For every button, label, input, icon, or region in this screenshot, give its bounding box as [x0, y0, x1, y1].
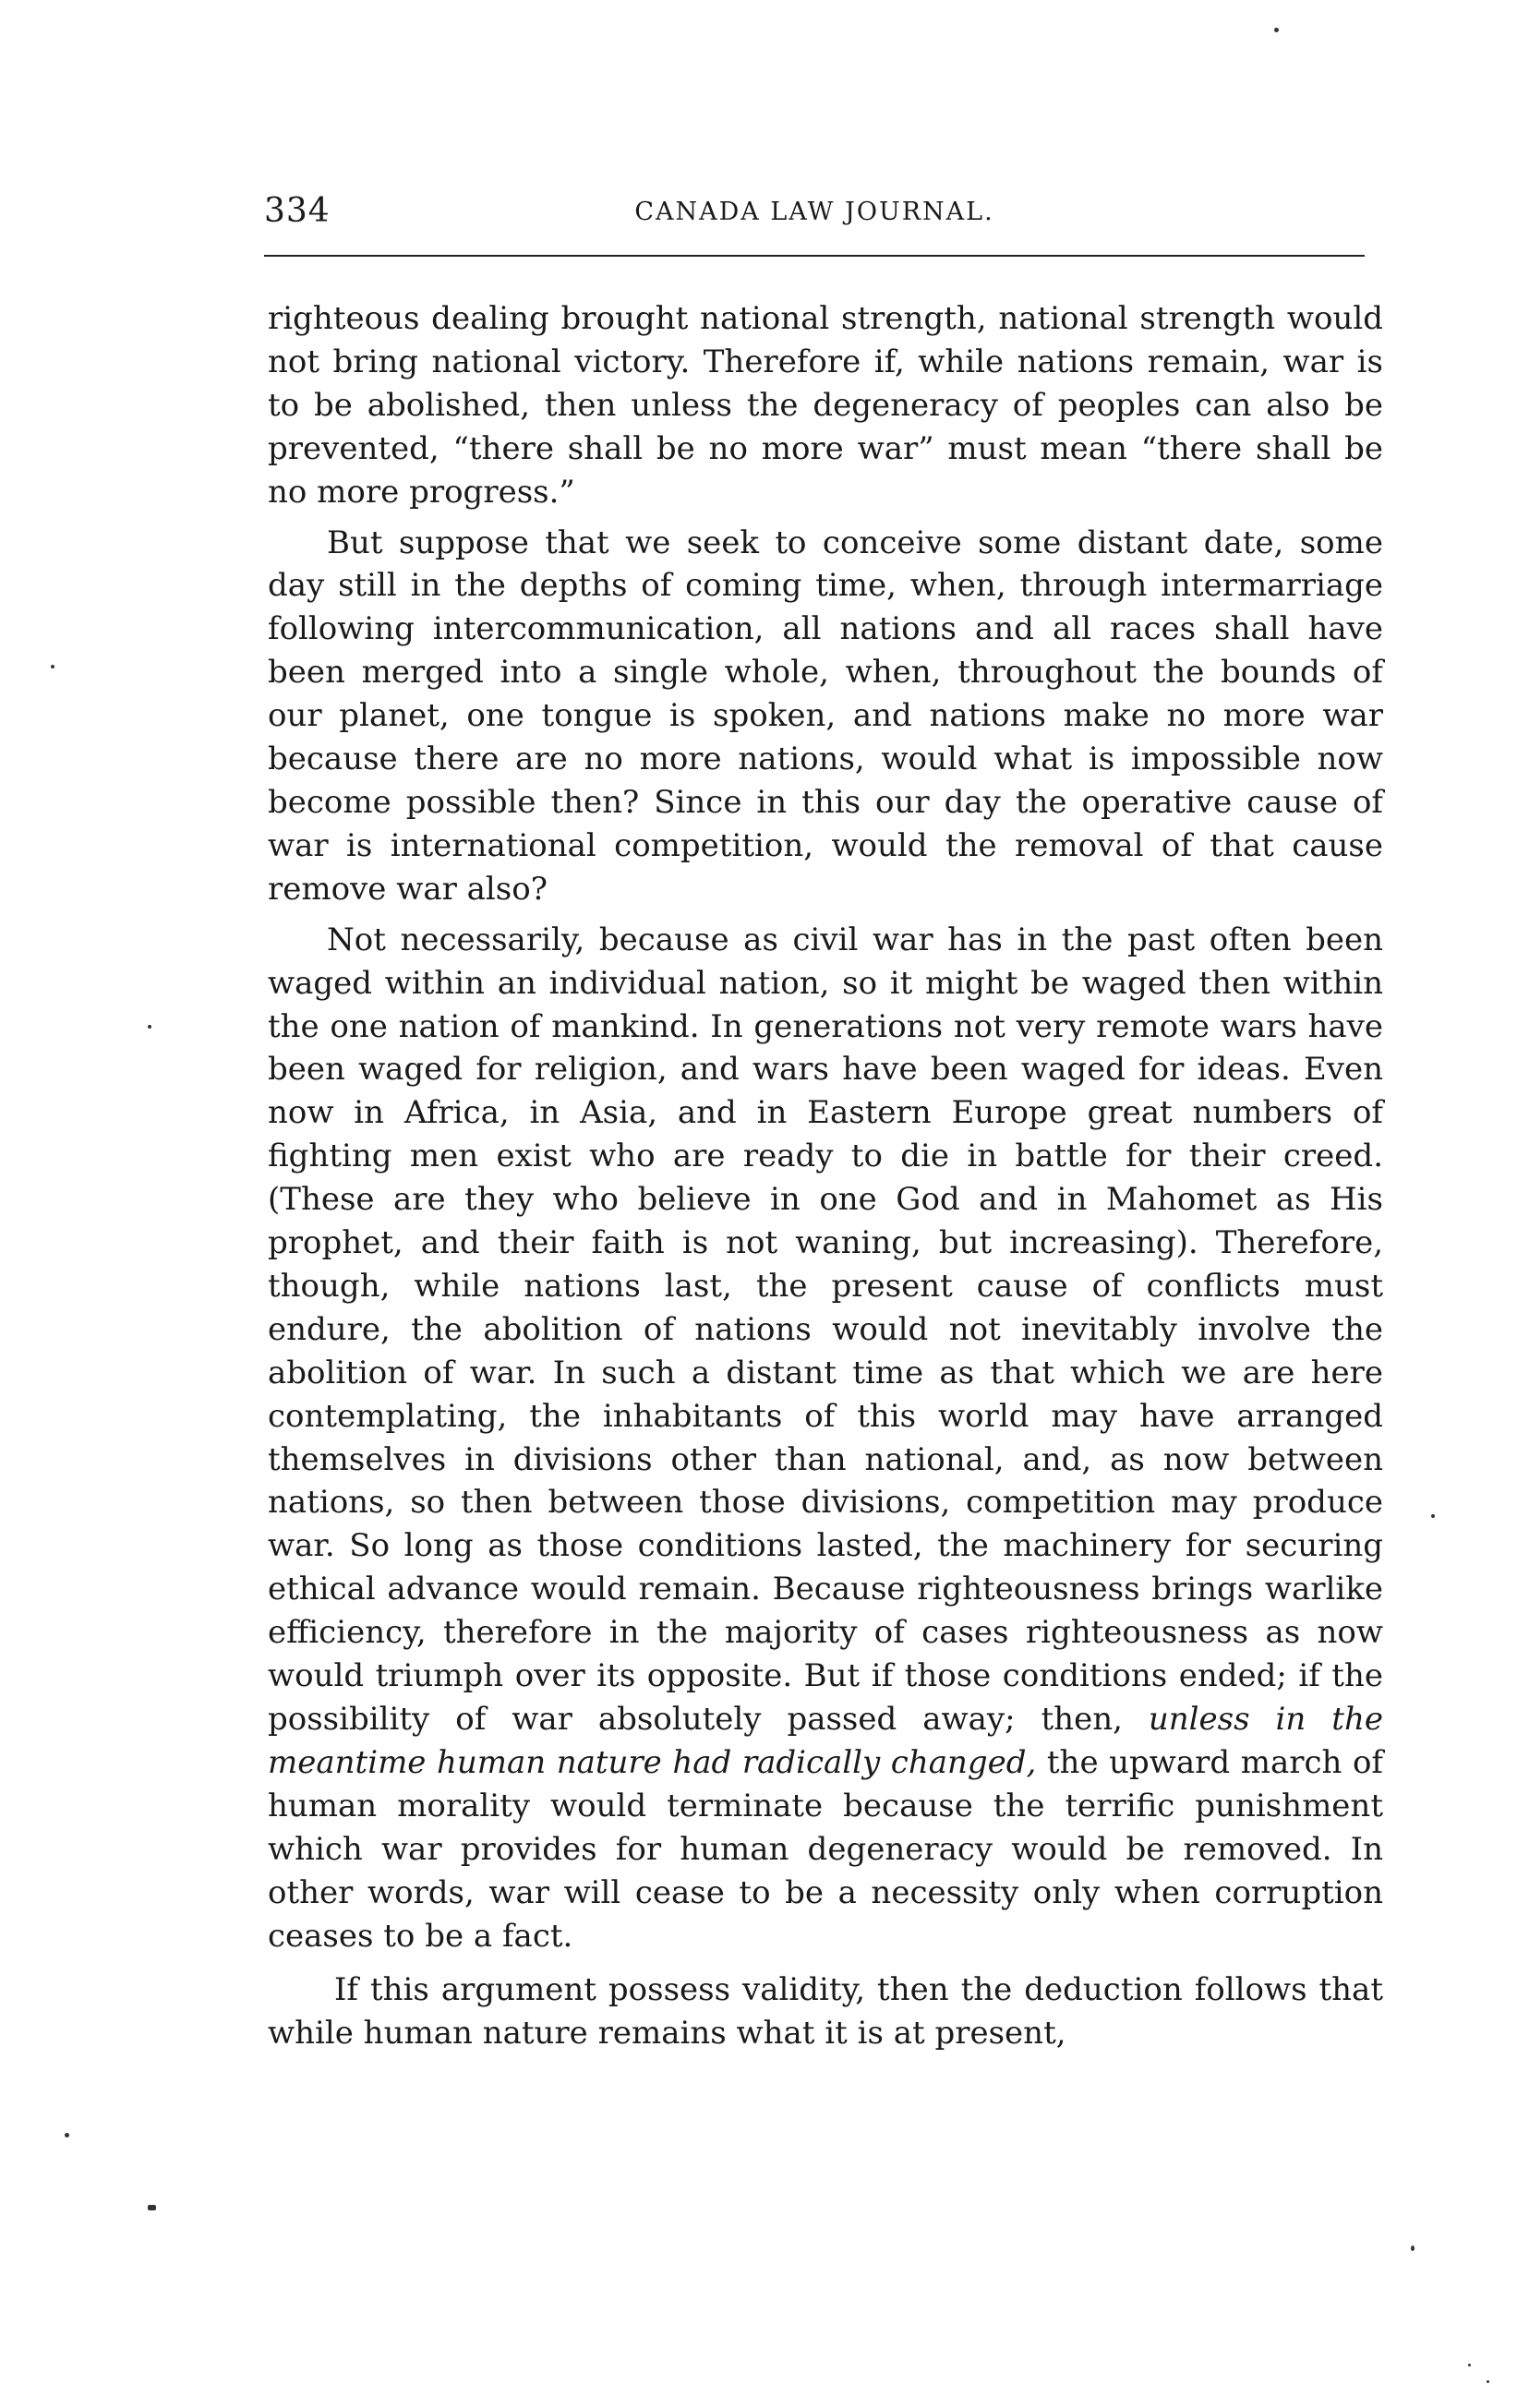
scan-speck — [65, 2133, 69, 2137]
paragraph-3-italic-phrase: unless in the meantime human nature had radically changed, — [268, 1701, 1383, 1781]
paragraph-4: If this argument possess validity, then the deduction follows that while human nature remains what it is at present, — [268, 1971, 1383, 2053]
scan-speck — [1468, 2364, 1471, 2366]
scan-speck — [148, 1025, 151, 1029]
running-title: CANADA LAW JOURNAL. — [634, 198, 994, 226]
page-number: 334 — [264, 192, 331, 230]
paragraph-3-text-after: the upward march of human morality would terminate because the terrific punishment which war provides for human degeneracy would be removed. In other words, war will cease to be a necessity only when corruption ceases to be a fact. — [268, 1743, 1383, 1955]
scan-speck — [1487, 2380, 1489, 2383]
body-text — [268, 297, 1383, 2063]
scan-speck — [148, 2205, 156, 2210]
paragraph-1: righteous dealing brought national strength, national strength would not bring national victory. Therefore if, while nations remain, war is to be abolished, then unless the degeneracy of peoples can also be prevented, “there shall be no more war” must mean “there shall be no more progress.” — [268, 300, 1383, 511]
scan-speck — [51, 665, 54, 668]
paragraph-2: But suppose that we seek to conceive some distant date, some day still in the depths of coming time, when, through intermarriage following intercommunication, all nations and all races shall have been merged into a single whole, when, throughout the bounds of our planet, one tongue is spoken, and nations make no more war because there are no more nations, would what is impossible now become possible then? Since in this our day the operative cause of war is international competition, would the removal of that cause remove war also? — [268, 524, 1383, 908]
header-rule — [264, 255, 1365, 257]
scan-speck — [1411, 2245, 1415, 2251]
page-header — [264, 192, 1365, 238]
paragraph-3-text-before: Not necessarily, because as civil war has in the past often been waged within an individual nation, so it might be waged then within the one nation of mankind. In generations not very remote wars have been waged for religion, and wars have been waged for ideas. Even now in Africa, in Asia, and in Eastern Europe great numbers of fighting men exist who are ready to die in battle for their creed. (These are they who believe in one God and in Mahomet as His prophet, and their faith is not waning, but increasing). Therefore, though, while nations last, the present cause of conflicts must endure, the abolition of nations would not inevitably involve the abolition of war. In such a distant time as that which we are here contemplating, the inhabitants of this world may have arranged themselves in divisions other than national, and, as now between nations, so then between those divisions, competition may produce war. So long as those conditions lasted, the machinery for securing ethical advance would remain. Because righteousness brings warlike efficiency, therefore in the majority of cases righteousness as now would triumph over its opposite. But if those conditions ended; if the possibility of war absolutely passed away; then, — [268, 921, 1383, 1738]
scan-speck — [1274, 28, 1279, 32]
paragraph-3 — [268, 919, 1383, 1958]
scan-speck — [1431, 1514, 1435, 1518]
